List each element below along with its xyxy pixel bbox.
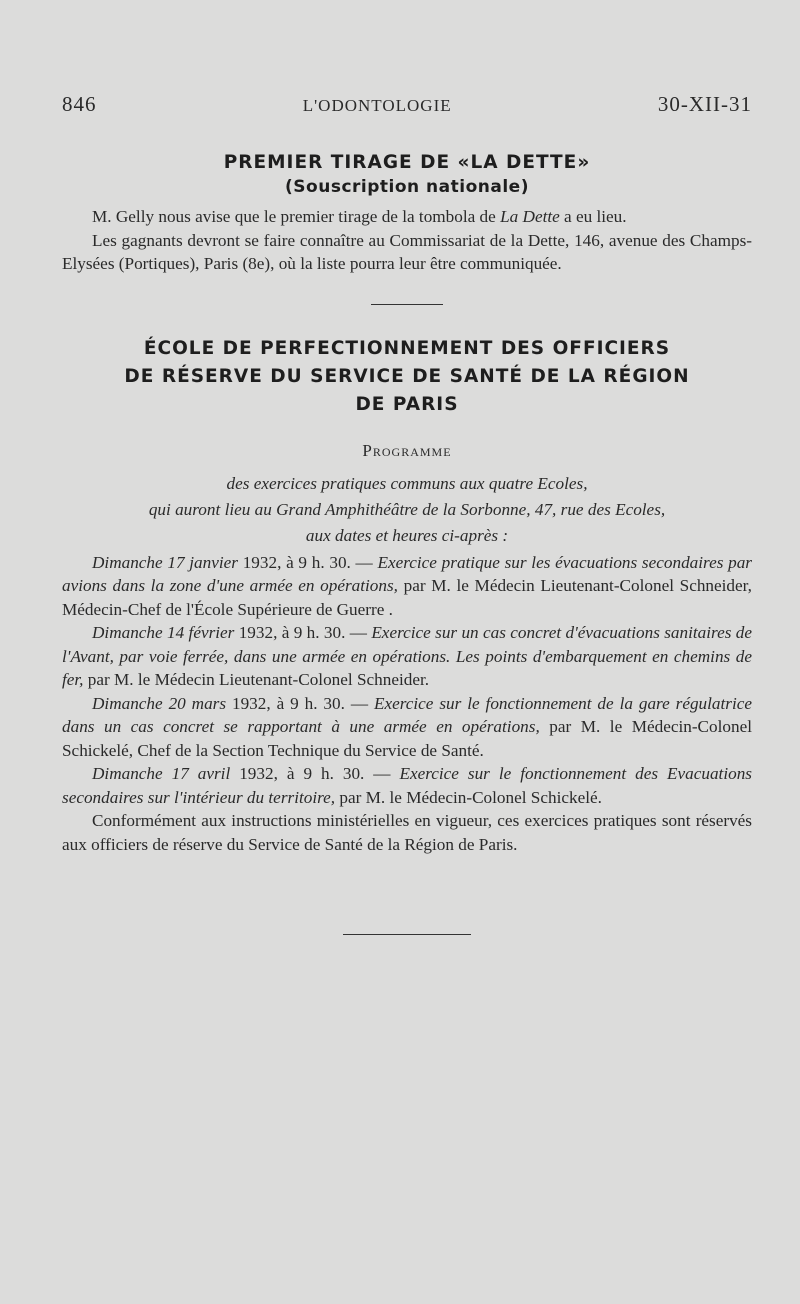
- article-title-line: DE PARIS: [355, 393, 459, 415]
- conclusion-paragraph: Conformément aux instructions ministérielles en vigueur, ces exercices pratiques sont réservés aux officiers de réserve du Service de Santé de la Région de Paris.: [62, 811, 752, 854]
- article-la-dette: [62, 149, 752, 276]
- paragraph: Les gagnants devront se faire connaître au Commissariat de la Dette, 146, avenue des Champs-Elysées (Portiques), Paris (8e), où la liste pourra leur être communiquée.: [62, 230, 752, 273]
- article-subtitle: (Souscription nationale): [285, 177, 529, 197]
- programme-entry: Dimanche 14 février 1932, à 9 h. 30. — Exercice sur un cas concret d'évacuations sanitaires de l'Avant, par voie ferrée, dans une armée en opérations. Les points d'embarquement en chemins de fer, par M. le Médecin Lieutenant-Colonel Schneider.: [62, 623, 752, 689]
- running-header: [62, 92, 752, 117]
- programme-intro: qui auront lieu au Grand Amphithéâtre de la Sorbonne, 47, rue des Ecoles,: [148, 499, 666, 519]
- article-title-line: ÉCOLE DE PERFECTIONNEMENT DES OFFICIERS: [143, 337, 671, 359]
- article-title: PREMIER TIRAGE DE «LA DETTE»: [223, 152, 591, 173]
- programme-intro: des exercices pratiques communs aux quatre Ecoles,: [226, 473, 588, 493]
- journal-title: L'ODONTOLOGIE: [302, 96, 452, 115]
- programme-entry: Dimanche 17 janvier 1932, à 9 h. 30. — Exercice pratique sur les évacuations secondaires par avions dans la zone d'une armée en opérations, par M. le Médecin Lieutenant-Colonel Schneider, Médecin-Chef de l'École Supérieure de Guerre .: [62, 552, 752, 619]
- issue-date: 30-XII-31: [657, 92, 752, 116]
- paragraph: M. Gelly nous avise que le premier tirage de la tombola de La Dette a eu lieu.: [92, 207, 627, 226]
- programme-entry: Dimanche 20 mars 1932, à 9 h. 30. — Exercice sur le fonctionnement de la gare régulatrice dans un cas concret se rapportant à une armée en opérations, par M. le Médecin-Colonel Schickelé, Chef de la Section Technique du Service de Santé.: [62, 693, 753, 760]
- programme-entry: Dimanche 17 avril 1932, à 9 h. 30. — Exercice sur le fonctionnement des Evacuations secondaires sur l'intérieur du territoire, par M. le Médecin-Colonel Schickelé.: [62, 764, 752, 807]
- end-divider: [343, 934, 471, 935]
- programme-heading: Programme: [362, 440, 452, 460]
- page-number: 846: [62, 92, 97, 116]
- article-title-line: DE RÉSERVE DU SERVICE DE SANTÉ DE LA RÉGION: [124, 365, 690, 387]
- section-divider: [371, 304, 443, 305]
- programme-intro: aux dates et heures ci-après :: [305, 525, 509, 545]
- article-ecole: [62, 335, 752, 857]
